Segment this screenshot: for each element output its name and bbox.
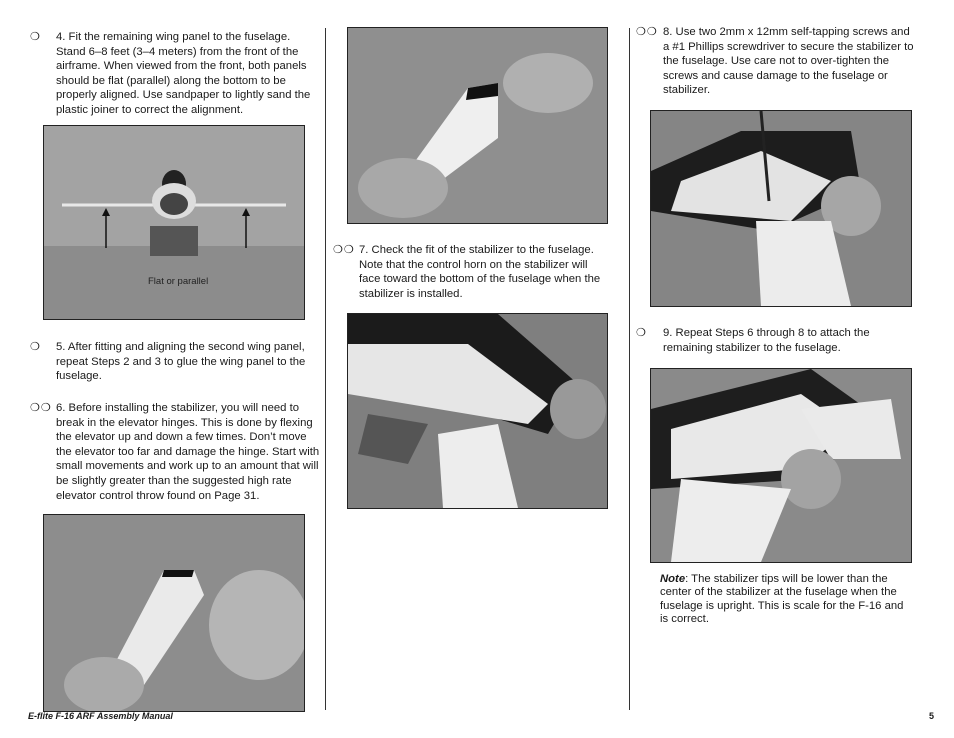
page-number: 5 [929,711,935,721]
photo-front-view [43,125,305,320]
step-4-text: 4. Fit the remaining wing panel to the fuselage. Stand 6–8 feet (3–4 meters) from the front of the airframe. When viewed from the front, both panels should be flat (parallel) along the bottom to be properly aligned. Use sandpaper to lightly sand the plastic joiner to correct the alignment. [56,31,311,116]
photo-stabilizer-in-hands [347,27,608,224]
step-7-text: 7. Check the fit of the stabilizer to the fuselage. Note that the control horn on the stabilizer will face toward the bottom of the fuselage when the stabilizer is installed. [359,244,601,300]
step-9-checkbox: ❍ [636,327,647,339]
step-5-text: 5. After fitting and aligning the second wing panel, repeat Steps 2 and 3 to glue the wing panel to the fuselage. [56,341,306,383]
column-divider-1 [325,28,326,710]
step-8-text: 8. Use two 2mm x 12mm self-tapping screws and a #1 Phillips screwdriver to secure the stabilizer to the fuselage. Use care not to over-tighten the screws and cause damage to the fuselage or stabilizer. [663,26,914,97]
note-label: Note [660,573,686,585]
step-5-checkbox: ❍ [30,341,41,353]
step-4-checkbox: ❍ [30,31,41,43]
step-6-checkbox: ❍❍ [30,402,52,414]
photo-caption: Flat or parallel [148,276,209,287]
step-6-text: 6. Before installing the stabilizer, you will need to break in the elevator hinges. This is done by flexing the elevator up and down a few times. Don’t move the elevator too far and damage the hinge. Start with small movements and work up to an amount that will be slightly greater than the suggested high rate elevator control throw found on Page 31. [56,402,320,502]
note [660,573,905,627]
photo-screwdriver-stabilizer [650,110,912,307]
step-7-checkbox: ❍❍ [333,244,355,256]
photo-fuselage-rear [347,313,608,509]
column-divider-2 [629,28,630,710]
photo-flexing-elevator [43,514,305,712]
step-8-checkbox: ❍❍ [636,26,658,38]
step-9-text: 9. Repeat Steps 6 through 8 to attach the remaining stabilizer to the fuselage. [663,327,870,354]
photo-both-stabilizers [650,368,912,563]
footer-title: E-flite F-16 ARF Assembly Manual [28,711,173,721]
note-text: : The stabilizer tips will be lower than the center of the stabilizer at the fuselage when the fuselage is upright. This is scale for the F-16 and is correct. [660,573,904,626]
